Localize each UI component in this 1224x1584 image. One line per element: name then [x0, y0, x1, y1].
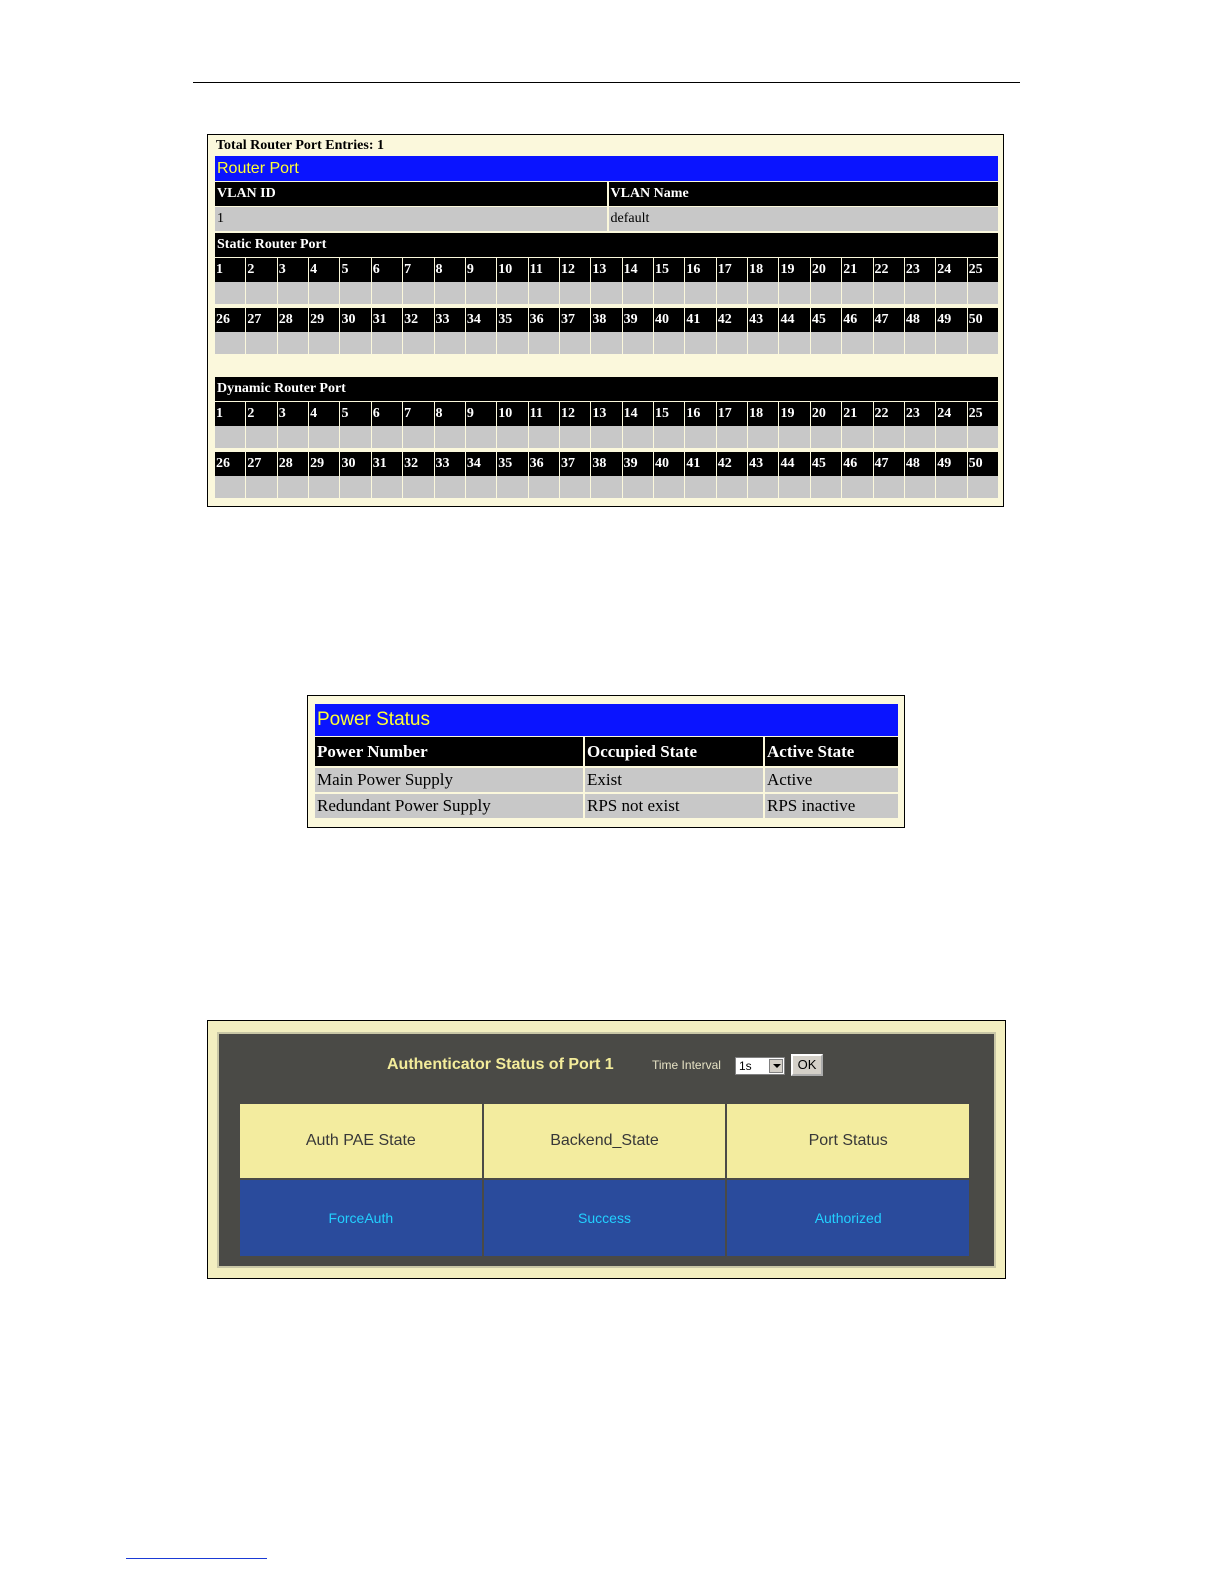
port-value-cell	[309, 282, 339, 304]
port-value-cell	[340, 476, 370, 498]
port-number-label: 41	[685, 308, 715, 332]
port-number-label: 21	[842, 258, 872, 282]
port-value-cell	[748, 426, 778, 448]
port-number-label: 1	[215, 402, 245, 426]
port-value-cell	[591, 426, 621, 448]
port-number-label: 39	[623, 452, 653, 476]
power-status-header-row	[315, 737, 898, 767]
port-number-label: 42	[717, 308, 747, 332]
port-value-cell	[591, 476, 621, 498]
port-value-cell	[435, 426, 465, 448]
port-number-label: 31	[372, 308, 402, 332]
port-number-label: 8	[435, 258, 465, 282]
router-port-panel	[207, 134, 1004, 507]
port-number-label: 39	[623, 308, 653, 332]
static-router-port-label: Static Router Port	[215, 233, 998, 257]
port-number-label: 1	[215, 258, 245, 282]
static-ports-row1	[215, 258, 998, 304]
port-value-cell	[654, 426, 684, 448]
port-value-cell	[874, 426, 904, 448]
port-number-label: 23	[905, 402, 935, 426]
port-number-label: 25	[968, 402, 998, 426]
port-number-label: 40	[654, 308, 684, 332]
vlan-name-header: VLAN Name	[607, 182, 999, 206]
port-value-cell	[654, 332, 684, 354]
port-value-cell	[968, 282, 998, 304]
port-value-cell	[529, 426, 559, 448]
port-value-cell	[560, 282, 590, 304]
port-value-cell	[905, 426, 935, 448]
port-number-label: 6	[372, 402, 402, 426]
port-number-label: 3	[278, 402, 308, 426]
port-number-label: 45	[811, 452, 841, 476]
port-value-cell	[811, 332, 841, 354]
port-number-label: 16	[685, 258, 715, 282]
port-number-label: 34	[466, 452, 496, 476]
port-number-label: 13	[591, 258, 621, 282]
power-status-panel	[307, 695, 905, 828]
port-number-label: 13	[591, 402, 621, 426]
vlan-header-row	[215, 182, 998, 206]
port-value-cell	[403, 476, 433, 498]
port-value-cell	[717, 476, 747, 498]
port-value-cell	[403, 332, 433, 354]
port-number-label: 30	[340, 308, 370, 332]
port-number-label: 32	[403, 452, 433, 476]
port-number-label: 32	[403, 308, 433, 332]
port-number-label: 38	[591, 452, 621, 476]
port-number-label: 22	[874, 402, 904, 426]
backend-state-header: Backend_State	[484, 1104, 726, 1178]
vlan-value-row	[215, 207, 998, 231]
port-value-cell	[591, 332, 621, 354]
auth-pae-state-header: Auth PAE State	[240, 1104, 482, 1178]
port-number-label: 49	[936, 308, 966, 332]
authenticator-inner-panel	[217, 1032, 996, 1268]
port-value-cell	[685, 426, 715, 448]
power-status-table	[315, 737, 898, 818]
port-value-cell	[936, 426, 966, 448]
port-number-label: 11	[529, 402, 559, 426]
total-router-port-entries: Total Router Port Entries: 1	[216, 138, 384, 153]
port-value-cell	[278, 282, 308, 304]
port-value-cell	[623, 332, 653, 354]
time-interval-select[interactable]	[735, 1057, 785, 1075]
port-value-cell	[623, 426, 653, 448]
active-state-cell: Active	[764, 767, 898, 793]
port-value-cell	[685, 332, 715, 354]
port-number-label: 41	[685, 452, 715, 476]
port-value-cell	[685, 476, 715, 498]
port-number-label: 50	[968, 452, 998, 476]
port-value-cell	[246, 476, 276, 498]
port-number-label: 48	[905, 452, 935, 476]
port-value-cell	[936, 332, 966, 354]
port-value-cell	[309, 476, 339, 498]
power-number-cell: Main Power Supply	[315, 767, 584, 793]
port-value-cell	[372, 282, 402, 304]
power-number-header: Power Number	[315, 737, 584, 767]
port-status-value: Authorized	[727, 1180, 969, 1256]
port-number-label: 27	[246, 452, 276, 476]
port-number-label: 30	[340, 452, 370, 476]
power-status-title: Power Status	[315, 704, 898, 736]
port-value-cell	[748, 476, 778, 498]
port-number-label: 43	[748, 308, 778, 332]
port-value-cell	[529, 282, 559, 304]
port-value-cell	[497, 476, 527, 498]
port-value-cell	[215, 282, 245, 304]
port-number-label: 2	[246, 402, 276, 426]
port-value-cell	[685, 282, 715, 304]
port-number-label: 9	[466, 258, 496, 282]
vlan-id-value: 1	[217, 211, 224, 226]
port-number-label: 33	[435, 452, 465, 476]
dynamic-ports-row1	[215, 402, 998, 448]
port-value-cell	[654, 476, 684, 498]
port-value-cell	[403, 282, 433, 304]
authenticator-status-panel	[207, 1020, 1006, 1279]
port-value-cell	[340, 426, 370, 448]
port-number-label: 27	[246, 308, 276, 332]
port-number-label: 16	[685, 402, 715, 426]
port-value-cell	[874, 476, 904, 498]
port-number-label: 45	[811, 308, 841, 332]
port-value-cell	[560, 426, 590, 448]
port-number-label: 18	[748, 402, 778, 426]
port-value-cell	[278, 332, 308, 354]
port-number-label: 36	[529, 308, 559, 332]
port-number-label: 43	[748, 452, 778, 476]
time-interval-label: Time Interval	[652, 1058, 721, 1072]
port-number-label: 24	[936, 258, 966, 282]
port-number-label: 29	[309, 452, 339, 476]
dynamic-router-port-label: Dynamic Router Port	[215, 377, 998, 401]
port-number-label: 25	[968, 258, 998, 282]
port-value-cell	[905, 332, 935, 354]
port-value-cell	[623, 476, 653, 498]
port-number-label: 17	[717, 258, 747, 282]
port-number-label: 31	[372, 452, 402, 476]
vlan-id-header: VLAN ID	[217, 186, 276, 201]
port-number-label: 4	[309, 402, 339, 426]
port-number-label: 26	[215, 308, 245, 332]
port-value-cell	[968, 426, 998, 448]
port-value-cell	[466, 282, 496, 304]
router-port-title: Router Port	[215, 156, 998, 181]
port-number-label: 7	[403, 258, 433, 282]
power-number-cell: Redundant Power Supply	[315, 793, 584, 818]
active-state-header: Active State	[764, 737, 898, 767]
dynamic-ports-row2	[215, 452, 998, 498]
port-value-cell	[842, 476, 872, 498]
port-status-header: Port Status	[727, 1104, 969, 1178]
port-value-cell	[278, 476, 308, 498]
port-number-label: 19	[779, 258, 809, 282]
port-value-cell	[466, 426, 496, 448]
chevron-down-icon[interactable]	[769, 1059, 783, 1073]
port-value-cell	[560, 476, 590, 498]
port-value-cell	[309, 426, 339, 448]
port-number-label: 49	[936, 452, 966, 476]
ok-button[interactable]: OK	[791, 1054, 823, 1076]
port-value-cell	[591, 282, 621, 304]
port-value-cell	[372, 332, 402, 354]
port-value-cell	[215, 476, 245, 498]
port-number-label: 5	[340, 258, 370, 282]
port-number-label: 47	[874, 308, 904, 332]
port-number-label: 19	[779, 402, 809, 426]
port-number-label: 33	[435, 308, 465, 332]
port-value-cell	[560, 332, 590, 354]
port-number-label: 9	[466, 402, 496, 426]
port-number-label: 20	[811, 402, 841, 426]
occupied-state-cell: RPS not exist	[584, 793, 764, 818]
port-value-cell	[936, 282, 966, 304]
port-value-cell	[905, 476, 935, 498]
port-number-label: 17	[717, 402, 747, 426]
port-value-cell	[403, 426, 433, 448]
port-number-label: 28	[278, 308, 308, 332]
port-value-cell	[278, 426, 308, 448]
port-value-cell	[246, 426, 276, 448]
port-number-label: 46	[842, 452, 872, 476]
port-number-label: 5	[340, 402, 370, 426]
port-number-label: 18	[748, 258, 778, 282]
port-number-label: 10	[497, 402, 527, 426]
port-value-cell	[779, 282, 809, 304]
port-number-label: 15	[654, 258, 684, 282]
port-value-cell	[654, 282, 684, 304]
port-number-label: 12	[560, 258, 590, 282]
port-number-label: 44	[779, 452, 809, 476]
port-value-cell	[905, 282, 935, 304]
port-number-label: 29	[309, 308, 339, 332]
port-value-cell	[779, 332, 809, 354]
port-number-label: 20	[811, 258, 841, 282]
authenticator-title: Authenticator Status of Port 1	[387, 1056, 614, 1073]
port-value-cell	[748, 282, 778, 304]
port-value-cell	[842, 282, 872, 304]
port-value-cell	[466, 476, 496, 498]
port-number-label: 50	[968, 308, 998, 332]
port-number-label: 44	[779, 308, 809, 332]
occupied-state-cell: Exist	[584, 767, 764, 793]
port-number-label: 35	[497, 452, 527, 476]
port-number-label: 35	[497, 308, 527, 332]
port-value-cell	[842, 426, 872, 448]
authenticator-status-grid	[240, 1104, 969, 1256]
time-interval-value: 1s	[739, 1059, 752, 1073]
occupied-state-header: Occupied State	[584, 737, 764, 767]
port-value-cell	[215, 426, 245, 448]
port-number-label: 24	[936, 402, 966, 426]
port-value-cell	[497, 282, 527, 304]
port-number-label: 8	[435, 402, 465, 426]
port-number-label: 38	[591, 308, 621, 332]
top-rule	[193, 82, 1020, 83]
port-value-cell	[779, 476, 809, 498]
port-value-cell	[246, 332, 276, 354]
port-value-cell	[968, 332, 998, 354]
port-value-cell	[717, 282, 747, 304]
port-number-label: 7	[403, 402, 433, 426]
port-number-label: 23	[905, 258, 935, 282]
table-row	[315, 767, 898, 793]
port-value-cell	[717, 426, 747, 448]
port-number-label: 26	[215, 452, 245, 476]
port-number-label: 14	[623, 402, 653, 426]
port-value-cell	[435, 282, 465, 304]
port-value-cell	[497, 426, 527, 448]
port-value-cell	[529, 476, 559, 498]
port-value-cell	[874, 282, 904, 304]
port-value-cell	[372, 426, 402, 448]
active-state-cell: RPS inactive	[764, 793, 898, 818]
port-value-cell	[435, 332, 465, 354]
port-number-label: 21	[842, 402, 872, 426]
port-number-label: 10	[497, 258, 527, 282]
port-value-cell	[529, 332, 559, 354]
port-value-cell	[748, 332, 778, 354]
port-value-cell	[779, 426, 809, 448]
port-value-cell	[936, 476, 966, 498]
port-number-label: 15	[654, 402, 684, 426]
vlan-name-value: default	[607, 207, 999, 231]
port-number-label: 36	[529, 452, 559, 476]
port-number-label: 28	[278, 452, 308, 476]
port-number-label: 48	[905, 308, 935, 332]
table-row	[315, 793, 898, 818]
port-value-cell	[246, 282, 276, 304]
port-number-label: 22	[874, 258, 904, 282]
port-number-label: 3	[278, 258, 308, 282]
port-value-cell	[309, 332, 339, 354]
auth-pae-state-value: ForceAuth	[240, 1180, 482, 1256]
port-number-label: 37	[560, 452, 590, 476]
port-value-cell	[435, 476, 465, 498]
port-number-label: 4	[309, 258, 339, 282]
port-value-cell	[497, 332, 527, 354]
port-value-cell	[717, 332, 747, 354]
port-value-cell	[372, 476, 402, 498]
port-number-label: 11	[529, 258, 559, 282]
port-value-cell	[874, 332, 904, 354]
port-value-cell	[811, 282, 841, 304]
port-value-cell	[466, 332, 496, 354]
port-number-label: 47	[874, 452, 904, 476]
port-value-cell	[811, 426, 841, 448]
port-number-label: 34	[466, 308, 496, 332]
port-value-cell	[623, 282, 653, 304]
backend-state-value: Success	[484, 1180, 726, 1256]
port-number-label: 42	[717, 452, 747, 476]
static-ports-row2	[215, 308, 998, 354]
port-value-cell	[842, 332, 872, 354]
port-value-cell	[340, 332, 370, 354]
footer-link-rule	[126, 1558, 267, 1559]
port-value-cell	[811, 476, 841, 498]
port-number-label: 40	[654, 452, 684, 476]
port-number-label: 2	[246, 258, 276, 282]
port-value-cell	[340, 282, 370, 304]
port-number-label: 12	[560, 402, 590, 426]
port-number-label: 14	[623, 258, 653, 282]
port-number-label: 37	[560, 308, 590, 332]
port-value-cell	[968, 476, 998, 498]
port-number-label: 46	[842, 308, 872, 332]
port-value-cell	[215, 332, 245, 354]
port-number-label: 6	[372, 258, 402, 282]
